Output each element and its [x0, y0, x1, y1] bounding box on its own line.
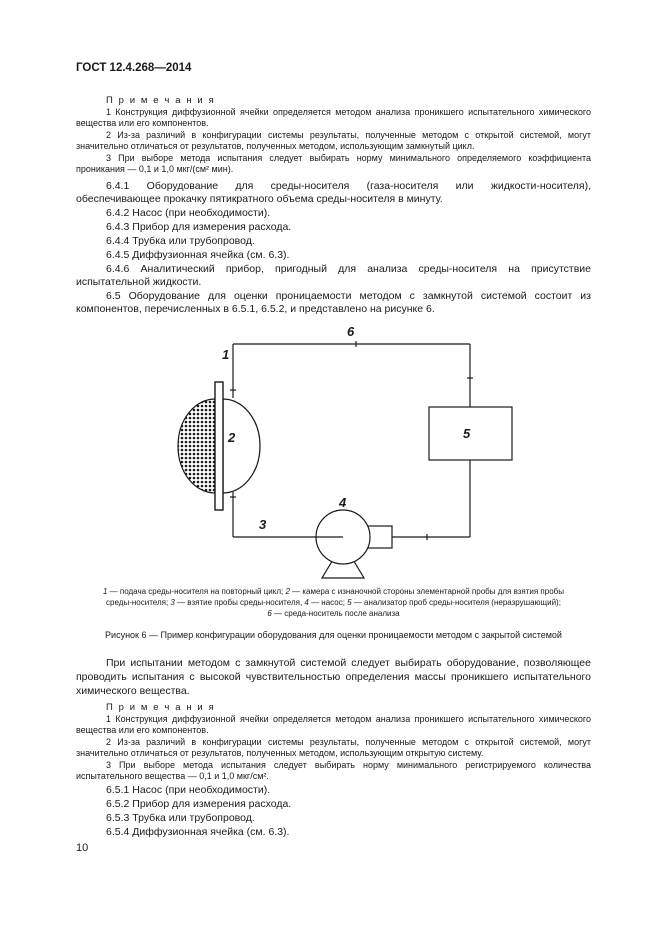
- label-4: 4: [339, 495, 347, 510]
- note-item: 2 Из-за различий в конфигурации системы результаты, полученные методом с открытой системой, могут значительно отличаться от результатов, полученных методом, использующим открытую систему.: [76, 737, 591, 758]
- paragraph: 6.4.6 Аналитический прибор, пригодный для анализа среды-носителя на присутствие испытательной жидкости.: [76, 263, 591, 288]
- paragraph-closed-system: [76, 656, 591, 699]
- paragraph: 6.4.3 Прибор для измерения расхода.: [106, 221, 292, 233]
- notes-title: П р и м е ч а н и я: [106, 95, 216, 106]
- label-3: 3: [259, 517, 267, 532]
- sample-mesh: [178, 399, 215, 493]
- paragraph: 6.4.1 Оборудование для среды-носителя (газа-носителя или жидкости-носителя), обеспечивающее прокачку пятикратного объема среды-носителя в минуту.: [76, 180, 591, 205]
- figure-caption: [76, 586, 591, 619]
- caption-line: 1 — подача среды-носителя на повторный цикл; 2 — камера с изнаночной стороны элементарной пробы для взятия пробы: [103, 587, 564, 596]
- note-item: 2 Из-за различий в конфигурации системы результаты, полученные методом с открытой системой, могут значительно отличаться от результатов, полученных методом, использующим замкнутый цикл.: [76, 130, 591, 151]
- paragraph: 6.5.2 Прибор для измерения расхода.: [106, 798, 292, 810]
- document-header: ГОСТ 12.4.268—2014: [76, 62, 192, 74]
- paragraph: 6.5.3 Трубка или трубопровод.: [106, 812, 255, 824]
- note-item: 3 При выборе метода испытания следует выбирать норму минимального определяемого коэффициента проникания — 0,1 и 1,0 мкг/(см² мин).: [76, 153, 591, 174]
- label-2: 2: [228, 430, 236, 445]
- label-5: 5: [463, 426, 471, 441]
- paragraph: 6.4.5 Диффузионная ячейка (см. 6.3).: [106, 249, 290, 261]
- caption-line: 6 — среда-носитель после анализа: [267, 609, 400, 618]
- note-item: 1 Конструкция диффузионной ячейки определяется методом анализа проникшего испытательного химического вещества или его компонентов.: [76, 714, 591, 735]
- paragraph: При испытании методом с замкнутой системой следует выбирать оборудование, позволяющее проводить испытания с высокой чувствительностью определения массы проникшего испытательного химического вещества.: [76, 657, 591, 697]
- notes-title: П р и м е ч а н и я: [106, 702, 216, 713]
- notes-bottom: [76, 702, 591, 783]
- paragraph: 6.5 Оборудование для оценки проницаемости методом с замкнутой системой состоит из компонентов, перечисленных в 6.5.1, 6.5.2, и представлено на рисунке 6.: [76, 290, 591, 315]
- caption-line: среды-носителя; 3 — взятие пробы среды-носителя, 4 — насос; 5 — анализатор проб среды-носителя (неразрушающий);: [106, 598, 561, 607]
- sample-plate: [215, 382, 223, 510]
- analyzer-box: [429, 407, 512, 460]
- note-item: 3 При выборе метода испытания следует выбирать норму минимального регистрируемого количества испытательного вещества — 0,1 и 1,0 мкг/см².: [76, 760, 591, 781]
- paragraphs-6-5: [76, 784, 591, 840]
- note-item: 1 Конструкция диффузионной ячейки определяется методом анализа проникшего испытательного химического вещества или его компонентов.: [76, 107, 591, 128]
- chamber-hemisphere: [223, 399, 260, 493]
- label-1: 1: [222, 347, 230, 362]
- label-6: 6: [347, 324, 355, 339]
- paragraph: 6.4.2 Насос (при необходимости).: [106, 207, 271, 219]
- page-number: 10: [76, 842, 89, 854]
- paragraph: 6.4.4 Трубка или трубопровод.: [106, 235, 255, 247]
- figure-title: Рисунок 6 — Пример конфигурации оборудования для оценки проницаемости методом с закрытой системой: [105, 630, 562, 640]
- paragraph: 6.5.4 Диффузионная ячейка (см. 6.3).: [106, 826, 290, 838]
- paragraph: 6.5.1 Насос (при необходимости).: [106, 784, 271, 796]
